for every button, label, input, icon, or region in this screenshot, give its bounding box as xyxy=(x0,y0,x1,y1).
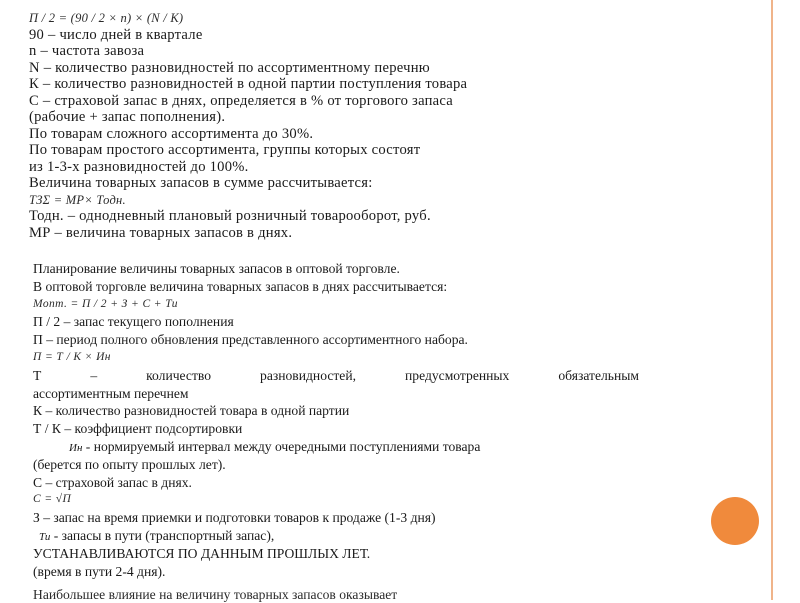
formula-safety-stock: С = √П xyxy=(33,493,72,506)
orange-circle-decoration xyxy=(711,497,759,545)
text-line: Т / К – коэффициент подсортировки xyxy=(33,421,243,437)
text-line: 90 – число дней в квартале xyxy=(29,26,203,43)
interval-line xyxy=(33,438,639,456)
text-line: из 1-3-х разновидностей до 100%. xyxy=(29,158,249,175)
formula-total-stock: ТЗΣ = МР× Тодн. xyxy=(29,192,126,207)
vertical-accent-line xyxy=(771,0,773,600)
transit-line xyxy=(33,527,639,545)
formula-stock: П / 2 = (90 / 2 × n) × (N / K) xyxy=(29,11,184,25)
cut-off-text: Наибольшее влияние на величину товарных запасов оказывает xyxy=(33,587,398,602)
text-line: В оптовой торговле величина товарных запасов в днях рассчитывается: xyxy=(33,278,448,294)
text-line: К – количество разновидностей в одной партии поступления товара xyxy=(29,76,468,92)
text-line: (рабочие + запас пополнения). xyxy=(29,109,226,125)
cut-off-line xyxy=(33,587,639,603)
formula-wholesale-stock: Мопт. = П / 2 + З + С + Ти xyxy=(33,297,178,310)
text-line: П / 2 – запас текущего пополнения xyxy=(33,314,234,330)
formula-period: П = Т / К × Ин xyxy=(33,350,111,363)
text-line: ассортиментным перечнем xyxy=(33,385,189,401)
text-line: К – количество разновидностей товара в одной партии xyxy=(33,403,350,419)
retail-stock-text-block xyxy=(29,10,649,241)
text-line: По товарам сложного ассортимента до 30%. xyxy=(29,125,314,142)
transit-text: - запасы в пути (транспортный запас), xyxy=(50,527,275,543)
text-line: С – страховой запас в днях. xyxy=(33,474,192,490)
interval-symbol: Ин xyxy=(69,441,83,454)
text-line: N – количество разновидностей по ассортиментному перечню xyxy=(29,59,430,76)
text-line: (время в пути 2-4 дня). xyxy=(33,563,166,579)
text-line: П – период полного обновления представленного ассортиментного набора. xyxy=(33,332,468,348)
wholesale-stock-text-block xyxy=(33,260,639,580)
text-line: Тодн. – однодневный плановый розничный товарооборот, руб. xyxy=(29,208,431,224)
text-line: Величина товарных запасов в сумме рассчитывается: xyxy=(29,175,373,191)
caps-line: УСТАНАВЛИВАЮТСЯ ПО ДАННЫМ ПРОШЛЫХ ЛЕТ. xyxy=(33,545,371,561)
transit-symbol: Ти xyxy=(39,530,51,543)
interval-text: - нормируемый интервал между очередными поступлениями товара xyxy=(82,438,481,454)
section-heading: Планирование величины товарных запасов в оптовой торговле. xyxy=(33,261,400,276)
text-line: n – частота завоза xyxy=(29,43,145,59)
text-line: По товарам простого ассортимента, группы которых состоят xyxy=(29,142,421,158)
text-line: З – запас на время приемки и подготовки товаров к продаже (1-3 дня) xyxy=(33,510,436,526)
text-line: (берется по опыту прошлых лет). xyxy=(33,456,226,472)
text-line-justified: Т – количество разновидностей, предусмотренных обязательным xyxy=(33,367,639,383)
text-line: С – страховой запас в днях, определяется в % от торгового запаса xyxy=(29,92,454,109)
text-line: МР – величина товарных запасов в днях. xyxy=(29,224,293,241)
